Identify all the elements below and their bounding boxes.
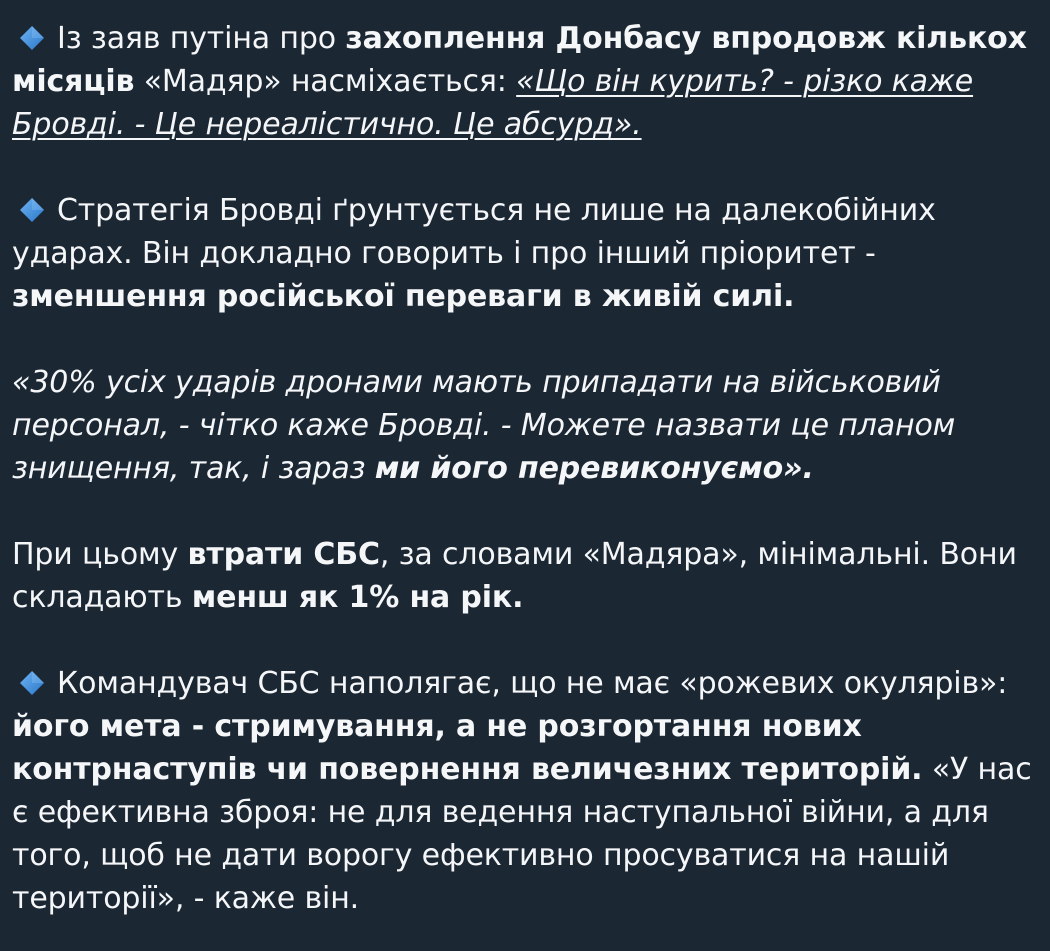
message-text [12, 17, 1042, 920]
text: «У нас є ефективна зброя: не для ведення наступальної війни, а для того, щоб не дати ворогу ефективно просуватися на нашій території», - каже він. [12, 752, 1032, 916]
text: При цьому [12, 537, 188, 572]
paragraph-1 [12, 17, 1042, 146]
text: Командувач СБС наполягає, що не має «рожевих окулярів»: [57, 666, 1008, 701]
paragraph-2 [12, 189, 1042, 318]
paragraph-4 [12, 533, 1042, 619]
bold-text: втрати СБС [187, 537, 380, 572]
text: «Мадяр» насміхається: [134, 64, 517, 99]
small-blue-diamond-icon [17, 195, 47, 225]
bold-text: менш як 1% на рік. [191, 580, 524, 615]
bold-text: захоплення Донбасу впродовж кількох місяців [12, 21, 1027, 99]
paragraph-3 [12, 361, 1042, 490]
small-blue-diamond-icon [17, 23, 47, 53]
paragraph-5 [12, 662, 1042, 920]
text: , за словами «Мадяра», мінімальні. Вони складають [12, 537, 1017, 615]
text: Стратегія Бровді ґрунтується не лише на далекобійних ударах. Він докладно говорить і про інший пріоритет - [12, 193, 936, 271]
small-blue-diamond-icon [17, 668, 47, 698]
bold-text: зменшення російської переваги в живій силі. [12, 279, 795, 314]
bold-text: його мета - стримування, а не розгортання нових контрнаступів чи повернення величезних територій. [12, 709, 923, 787]
bold-italic-quote: ми його перевиконуємо». [374, 451, 814, 486]
text: Із заяв путіна про [57, 21, 346, 56]
quote-link[interactable]: «Що він курить? - різко каже Бровді. - Це нереалістично. Це абсурд». [12, 64, 974, 142]
italic-quote: «30% усіх ударів дронами мають припадати на військовий персонал, - чітко каже Бровді. - Можете назвати це планом знищення, так, і зараз [12, 365, 956, 486]
